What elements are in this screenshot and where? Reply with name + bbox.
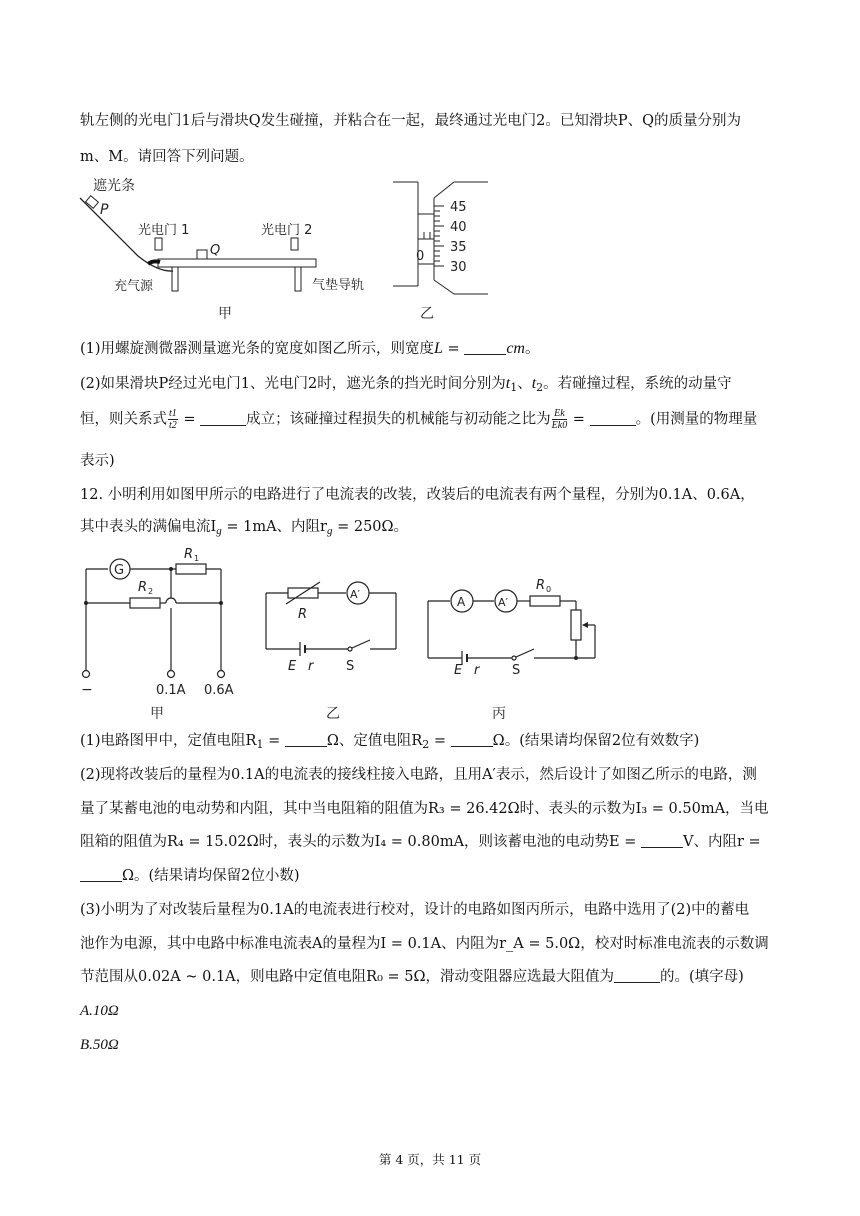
q12-intro-line1: 12. 小明利用如图甲所示的电路进行了电流表的改装，改装后的电流表有两个量程，分别为0.1A、0.6A， xyxy=(80,487,755,503)
fraction-t1-t2: $\frac{t1}{t2}$ xyxy=(169,408,177,431)
figure-circuit-jia xyxy=(78,546,258,726)
q12-part2-line2: 量了某蓄电池的电动势和内阻，其中当电阻箱的阻值为R₃ = 26.42Ω时、表头的示数为I₃ = 0.50mA，当电 xyxy=(80,801,769,817)
resistor-r1-label: R xyxy=(184,547,194,562)
scale-label-45: 45 xyxy=(450,200,467,215)
option-b[interactable]: B.50Ω xyxy=(80,1037,119,1053)
svg-text:1: 1 xyxy=(194,554,200,563)
label-gate1: 光电门 1 xyxy=(138,223,190,238)
q11-intro-line1: 轨左侧的光电门1后与滑块Q发生碰撞，并粘合在一起，最终通过光电门2。已知滑块P、Q的质量分别为 xyxy=(80,113,741,129)
terminal-0.1a: 0.1A xyxy=(156,683,186,698)
q11-intro-line2: m、M。请回答下列问题。 xyxy=(80,149,254,165)
scale-label-40: 40 xyxy=(450,220,467,235)
battery-e-label: E xyxy=(454,663,463,678)
label-air-rail: 气垫导轨 xyxy=(312,278,365,293)
resistor-r2-label: R xyxy=(138,580,148,595)
q12-part3-line2: 池作为电源，其中电路中标准电流表A的量程为I = 0.1A、内阻为r_A = 5.0Ω，校对时标准电流表的示数调 xyxy=(80,936,769,952)
galvanometer-label: G xyxy=(114,563,125,578)
q11-part2-line2: 恒，则关系式 $\frac{t1}{t2}$ = 成立；该碰撞过程损失的机械能与初动能之比为 $\frac{Ek}{Ek0}$ = 。(用测量的物理量 xyxy=(80,408,758,431)
switch-s-label: S xyxy=(346,659,355,674)
answer-blank-emf[interactable] xyxy=(641,833,683,848)
svg-text:0: 0 xyxy=(546,585,552,594)
q11-part2-line1: (2)如果滑块P经过光电门1、光电门2时，遮光条的挡光时间分别为$t_1$、$t_2$。若碰撞过程，系统的动量守 xyxy=(80,375,732,394)
ammeter-a-prime-label: A′ xyxy=(498,596,509,609)
label-slider-q: Q xyxy=(210,243,221,258)
answer-blank-rheostat[interactable] xyxy=(614,968,660,983)
option-a[interactable]: A.10Ω xyxy=(80,1003,119,1019)
q12-part3-line1: (3)小明为了对改装后量程为0.1A的电流表进行校对，设计的电路如图丙所示，电路中选用了(2)中的蓄电 xyxy=(80,902,750,918)
caption-circuit-bing: 丙 xyxy=(492,706,506,722)
caption-circuit-jia: 甲 xyxy=(150,706,164,722)
label-slider-p: P xyxy=(100,202,109,218)
battery-r-label: r xyxy=(474,663,480,678)
figure-micrometer xyxy=(388,176,498,326)
q11-part2-line3: 表示) xyxy=(80,453,115,469)
resistor-r0-label: R xyxy=(536,578,546,593)
q12-part2-line1: (2)现将改装后的量程为0.1A的电流表的接线柱接入电路，且用A′表示，然后设计了如图乙所示的电路，测 xyxy=(80,767,757,783)
caption-yi: 乙 xyxy=(420,306,434,322)
q12-part1: (1)电路图甲中，定值电阻$R_1 = \Omega$、定值电阻$R_2 = \Omega$。(结果请均保留2位有效数字) xyxy=(80,733,700,751)
figure-circuit-bing xyxy=(420,546,610,726)
scale-label-30: 30 xyxy=(450,260,467,275)
answer-blank-relation[interactable] xyxy=(200,411,246,426)
battery-r-label: r xyxy=(308,659,314,674)
answer-blank-internal-resistance[interactable] xyxy=(80,867,122,882)
figure-air-track xyxy=(78,176,388,326)
caption-jia: 甲 xyxy=(218,306,232,322)
q12-part2-line3: 阻箱的阻值为R₄ = 15.02Ω时，表头的示数为I₄ = 0.80mA，则该蓄电池的电动势E = V、内阻r = xyxy=(80,834,761,850)
caption-circuit-yi: 乙 xyxy=(326,706,340,722)
scale-label-35: 35 xyxy=(450,240,467,255)
label-shading-strip: 遮光条 xyxy=(93,178,135,194)
q12-part2-line4: Ω。(结果请均保留2位小数) xyxy=(80,865,790,887)
resistor-box-label: R xyxy=(298,607,308,622)
standard-ammeter-label: A xyxy=(457,595,466,609)
page-footer: 第 4 页，共 11 页 xyxy=(378,1152,482,1167)
q12-part3-line3: 节范围从0.02A ~ 0.1A，则电路中定值电阻R₀ = 5Ω，滑动变阻器应选最大阻值为 的。(填字母) xyxy=(80,969,744,985)
q12-intro-line2: 其中表头的满偏电流$I_g = 1mA$、内阻$r_g = 250\Omega$。 xyxy=(80,519,409,537)
svg-text:2: 2 xyxy=(148,587,154,596)
ammeter-a-prime-label: A′ xyxy=(350,588,361,601)
answer-blank-width[interactable] xyxy=(464,340,506,355)
q11-part1: (1)用螺旋测微器测量遮光条的宽度如图乙所示，则宽度L = cm。 xyxy=(80,340,540,357)
switch-s-label: S xyxy=(512,663,521,678)
terminal-0.6a: 0.6A xyxy=(204,683,234,698)
label-gate2: 光电门 2 xyxy=(261,223,313,238)
answer-blank-r2[interactable] xyxy=(451,732,493,747)
scale-label-zero: 0 xyxy=(416,249,425,264)
figure-circuit-yi xyxy=(258,546,408,726)
terminal-minus: − xyxy=(81,682,93,698)
label-air-source: 充气源 xyxy=(114,279,154,294)
answer-blank-r1[interactable] xyxy=(285,732,327,747)
fraction-ek-ek0: $\frac{Ek}{Ek0}$ xyxy=(551,408,568,431)
battery-e-label: E xyxy=(288,659,297,674)
answer-blank-ratio[interactable] xyxy=(590,411,636,426)
